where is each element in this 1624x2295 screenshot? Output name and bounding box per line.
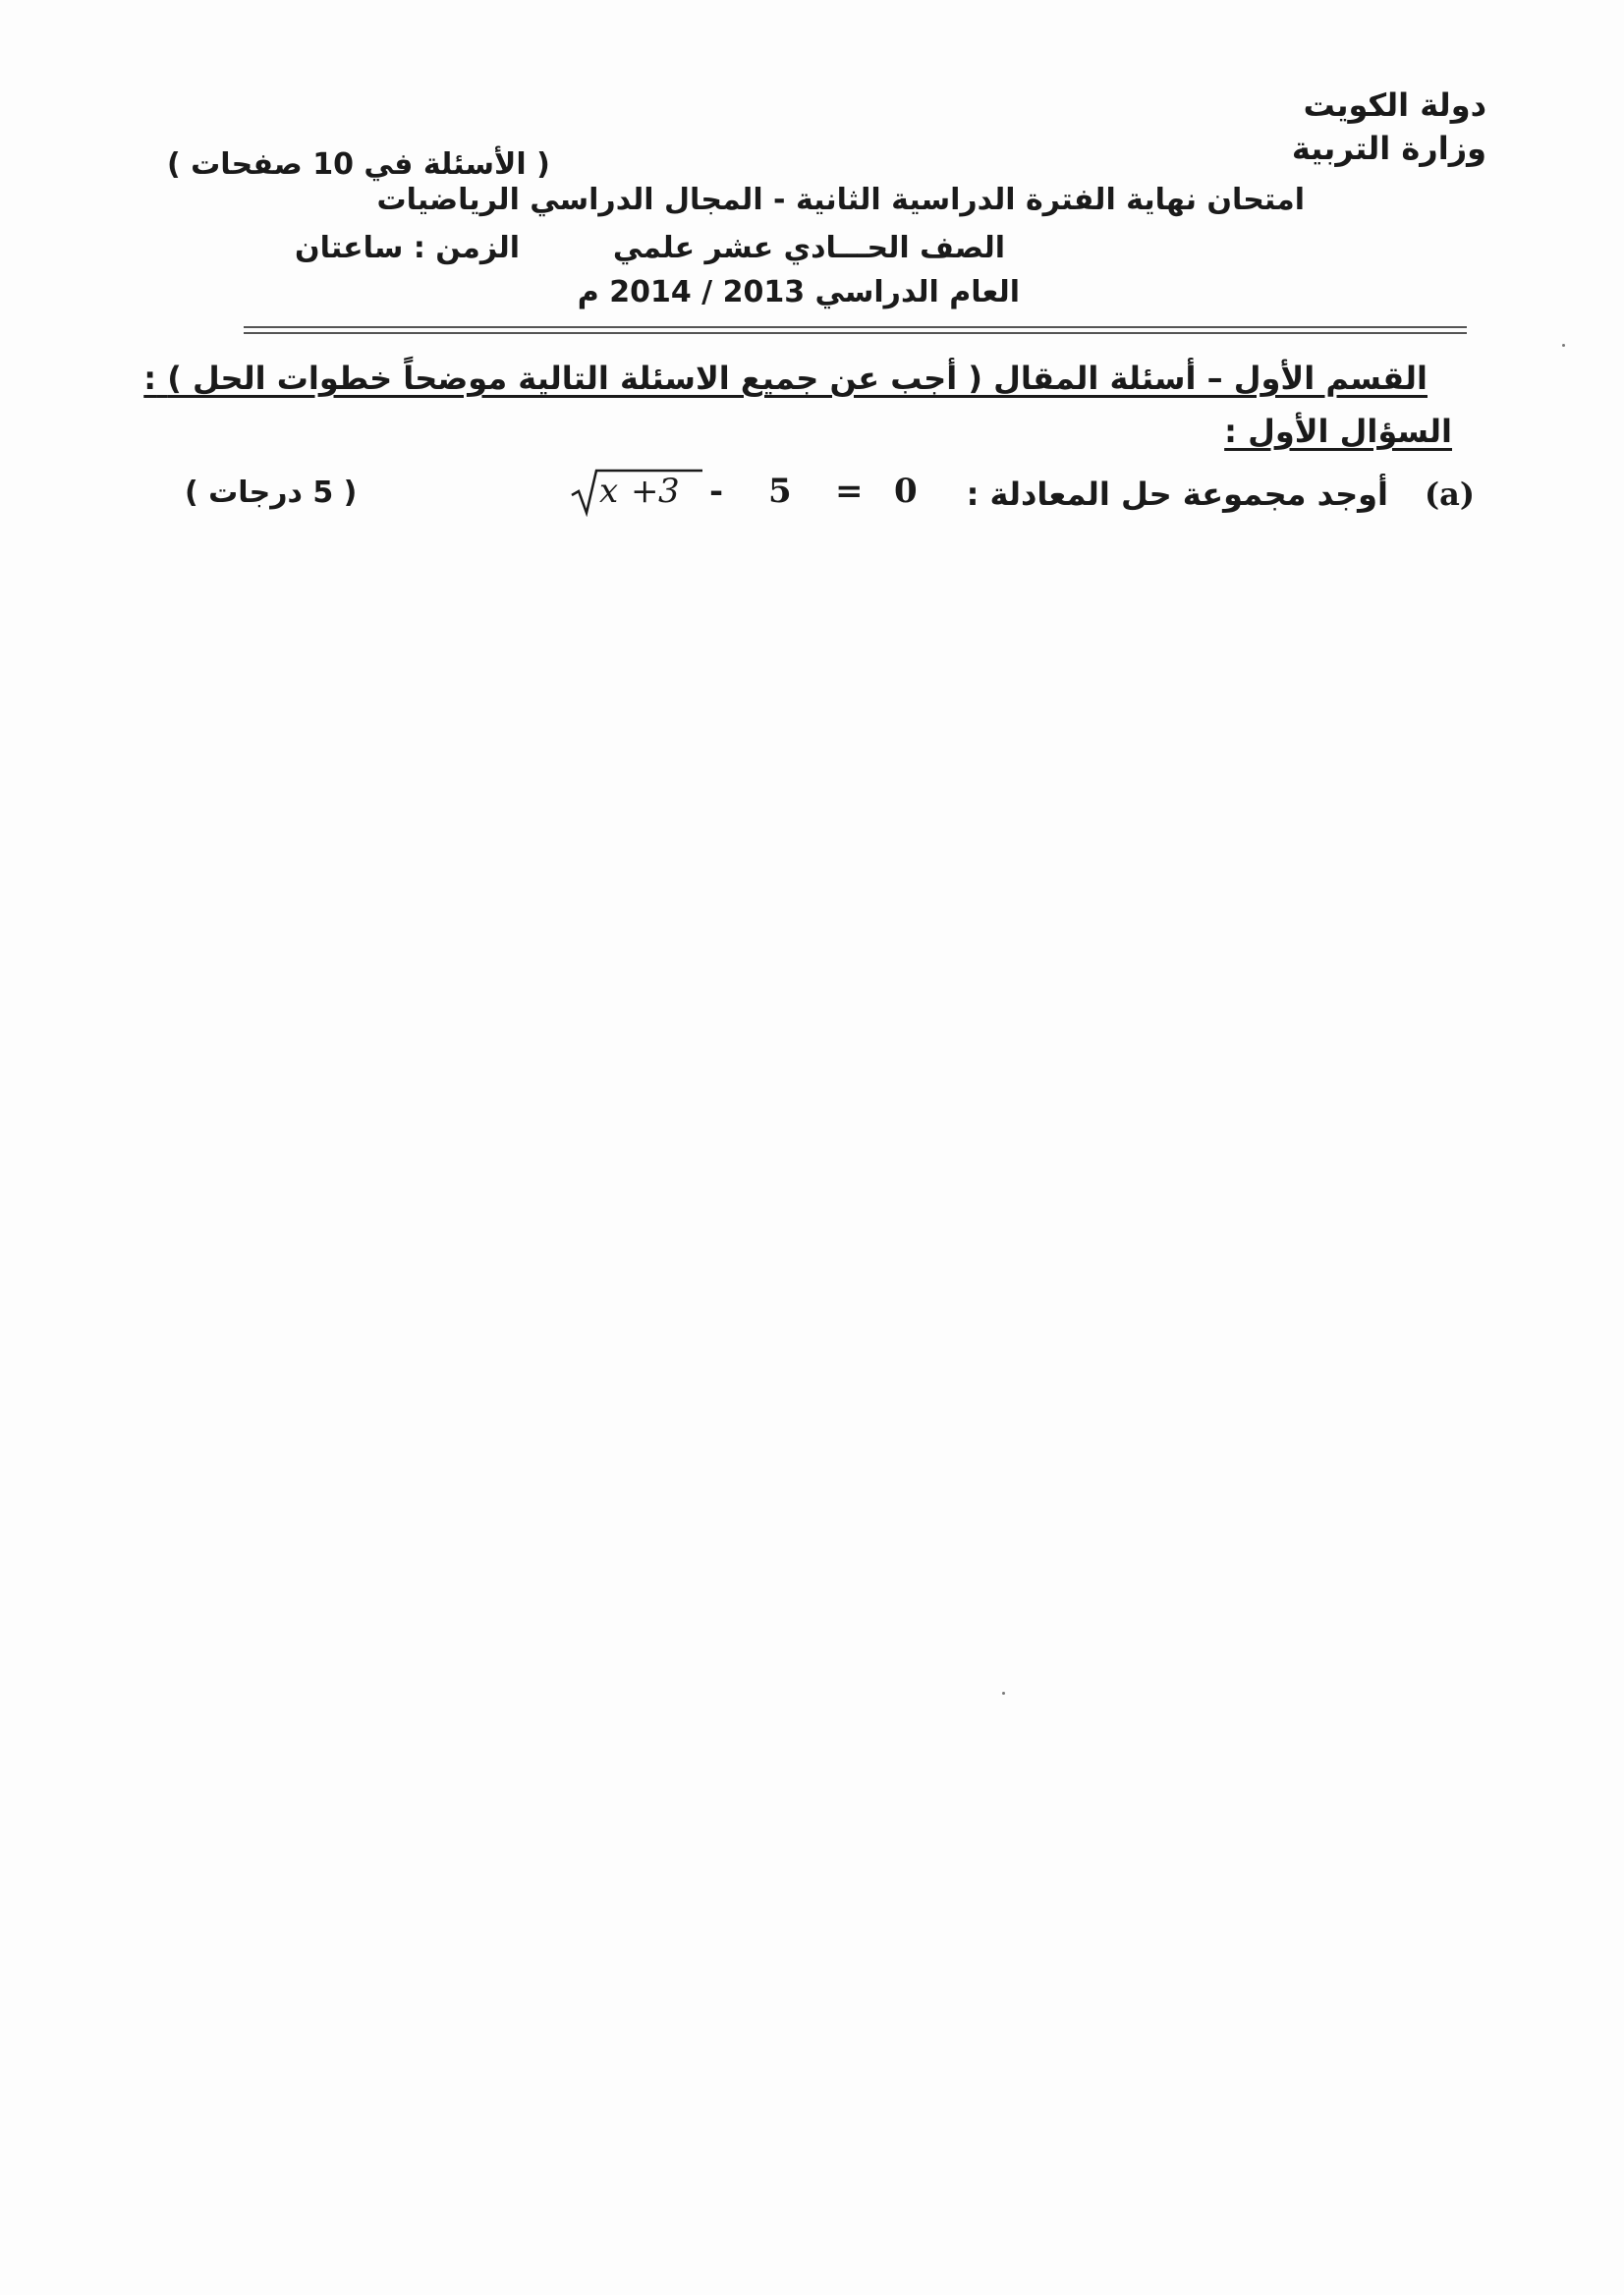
exam-title: امتحان نهاية الفترة الدراسية الثانية - المجال الدراسي الرياضيات (376, 183, 1305, 217)
equation-three: 3 (658, 472, 680, 511)
academic-year: العام الدراسي 2013 / 2014 م (577, 275, 1020, 309)
part-a-text: أوجد مجموعة حل المعادلة : (966, 476, 1388, 513)
equation-plus: + (631, 472, 659, 511)
section-instructions-text: القسم الأول – أسئلة المقال ( أجب عن جميع الاسئلة التالية موضحاً خطوات الحل ) (167, 360, 1428, 397)
equation-five: 5 (768, 472, 792, 511)
header-divider-bottom (244, 332, 1467, 334)
grade-label: الصف الحـــادي عشر علمي (612, 231, 1005, 265)
equation-variable-x: x (599, 472, 619, 511)
section-instructions (143, 360, 1428, 397)
equation-zero: 0 (894, 472, 918, 511)
equation (570, 468, 924, 517)
header-country: دولة الكويت (1303, 86, 1486, 124)
header-ministry: وزارة التربية (1291, 130, 1486, 167)
header-pages-note: ( الأسئلة في 10 صفحات ) (167, 147, 550, 182)
equation-minus: - (709, 472, 724, 511)
section-instructions-colon: : (143, 360, 157, 397)
exam-duration: الزمن : ساعتان (295, 231, 521, 265)
scan-speck (1002, 1692, 1005, 1695)
scan-speck (1562, 344, 1565, 347)
part-a-label: (a) (1424, 476, 1475, 513)
part-a-degrees: ( 5 درجات ) (185, 476, 358, 510)
question-title: السؤال الأول : (1224, 413, 1452, 450)
equation-equals: = (835, 472, 864, 511)
header-divider-top (244, 326, 1467, 328)
